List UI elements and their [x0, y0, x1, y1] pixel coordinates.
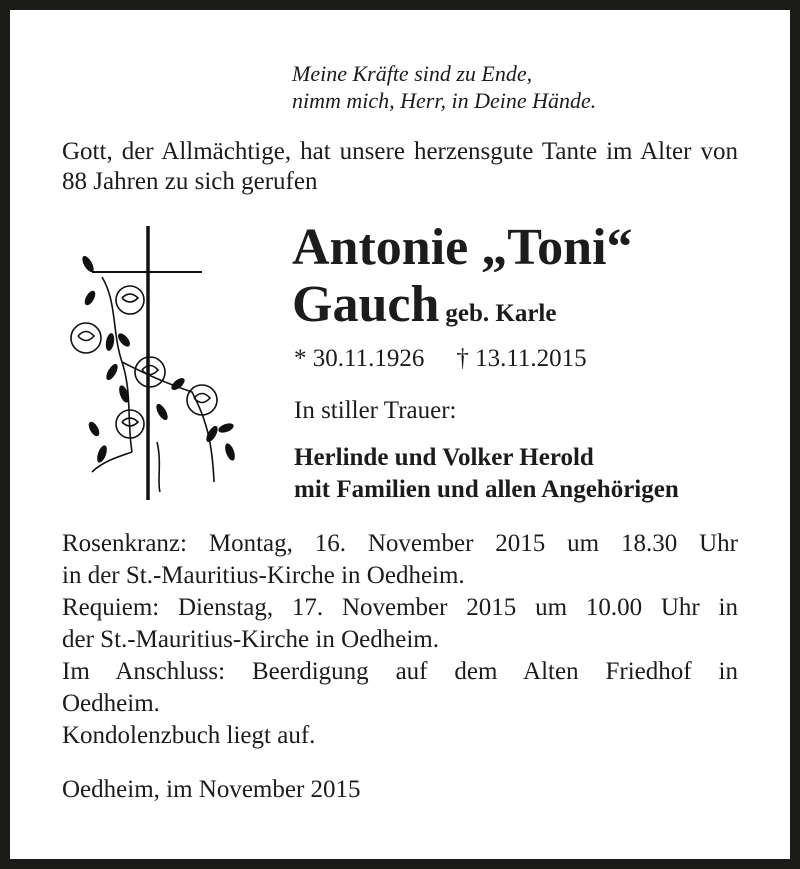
rosary-line-1: Rosenkranz: Montag, 16. November 2015 um 18.30 Uhr: [62, 530, 738, 557]
burial-line-1: Im Anschluss: Beerdigung auf dem Alten Friedhof in: [62, 658, 738, 685]
deceased-surname-line: [292, 277, 556, 342]
rose-1: [116, 286, 144, 314]
rosary-line-2: in der St.-Mauritius-Kirche in Oedheim.: [62, 562, 465, 589]
cross-with-roses-icon: [62, 222, 242, 504]
service-details: [62, 528, 738, 752]
motto-line-2: nimm mich, Herr, in Deine Hände.: [292, 88, 597, 113]
death-date: 13.11.2015: [475, 345, 587, 372]
intro-text: Gott, der Allmächtige, hat unsere herzensgute Tante im Alter von 88 Jahren zu sich gerufen: [62, 138, 738, 195]
maiden-name: geb. Karle: [445, 300, 557, 327]
burial-line-2: Oedheim.: [62, 690, 160, 717]
rose-4: [187, 385, 217, 415]
deceased-surname: Gauch: [292, 276, 440, 333]
condolence-note: Kondolenzbuch liegt auf.: [62, 722, 316, 749]
rose-3: [135, 357, 165, 387]
mourning-label: In stiller Trauer:: [294, 397, 457, 424]
life-dates: [294, 344, 587, 374]
rose-2: [71, 323, 101, 353]
motto-verse: [292, 60, 596, 114]
birth-symbol-icon: *: [294, 345, 307, 372]
deceased-name: Antonie „Toni“: [292, 219, 633, 276]
requiem-line-2: der St.-Mauritius-Kirche in Oedheim.: [62, 626, 439, 653]
mourners: [294, 442, 679, 506]
mourners-line-1: Herlinde und Volker Herold: [294, 444, 594, 471]
closing-place-date: Oedheim, im November 2015: [62, 776, 361, 803]
requiem-line-1: Requiem: Dienstag, 17. November 2015 um 10.00 Uhr in: [62, 594, 738, 621]
motto-line-1: Meine Kräfte sind zu Ende,: [292, 61, 533, 86]
mourners-line-2: mit Familien und allen Angehörigen: [294, 476, 679, 503]
birth-date: 30.11.1926: [312, 345, 425, 372]
cross-symbol-icon: †: [456, 345, 469, 372]
